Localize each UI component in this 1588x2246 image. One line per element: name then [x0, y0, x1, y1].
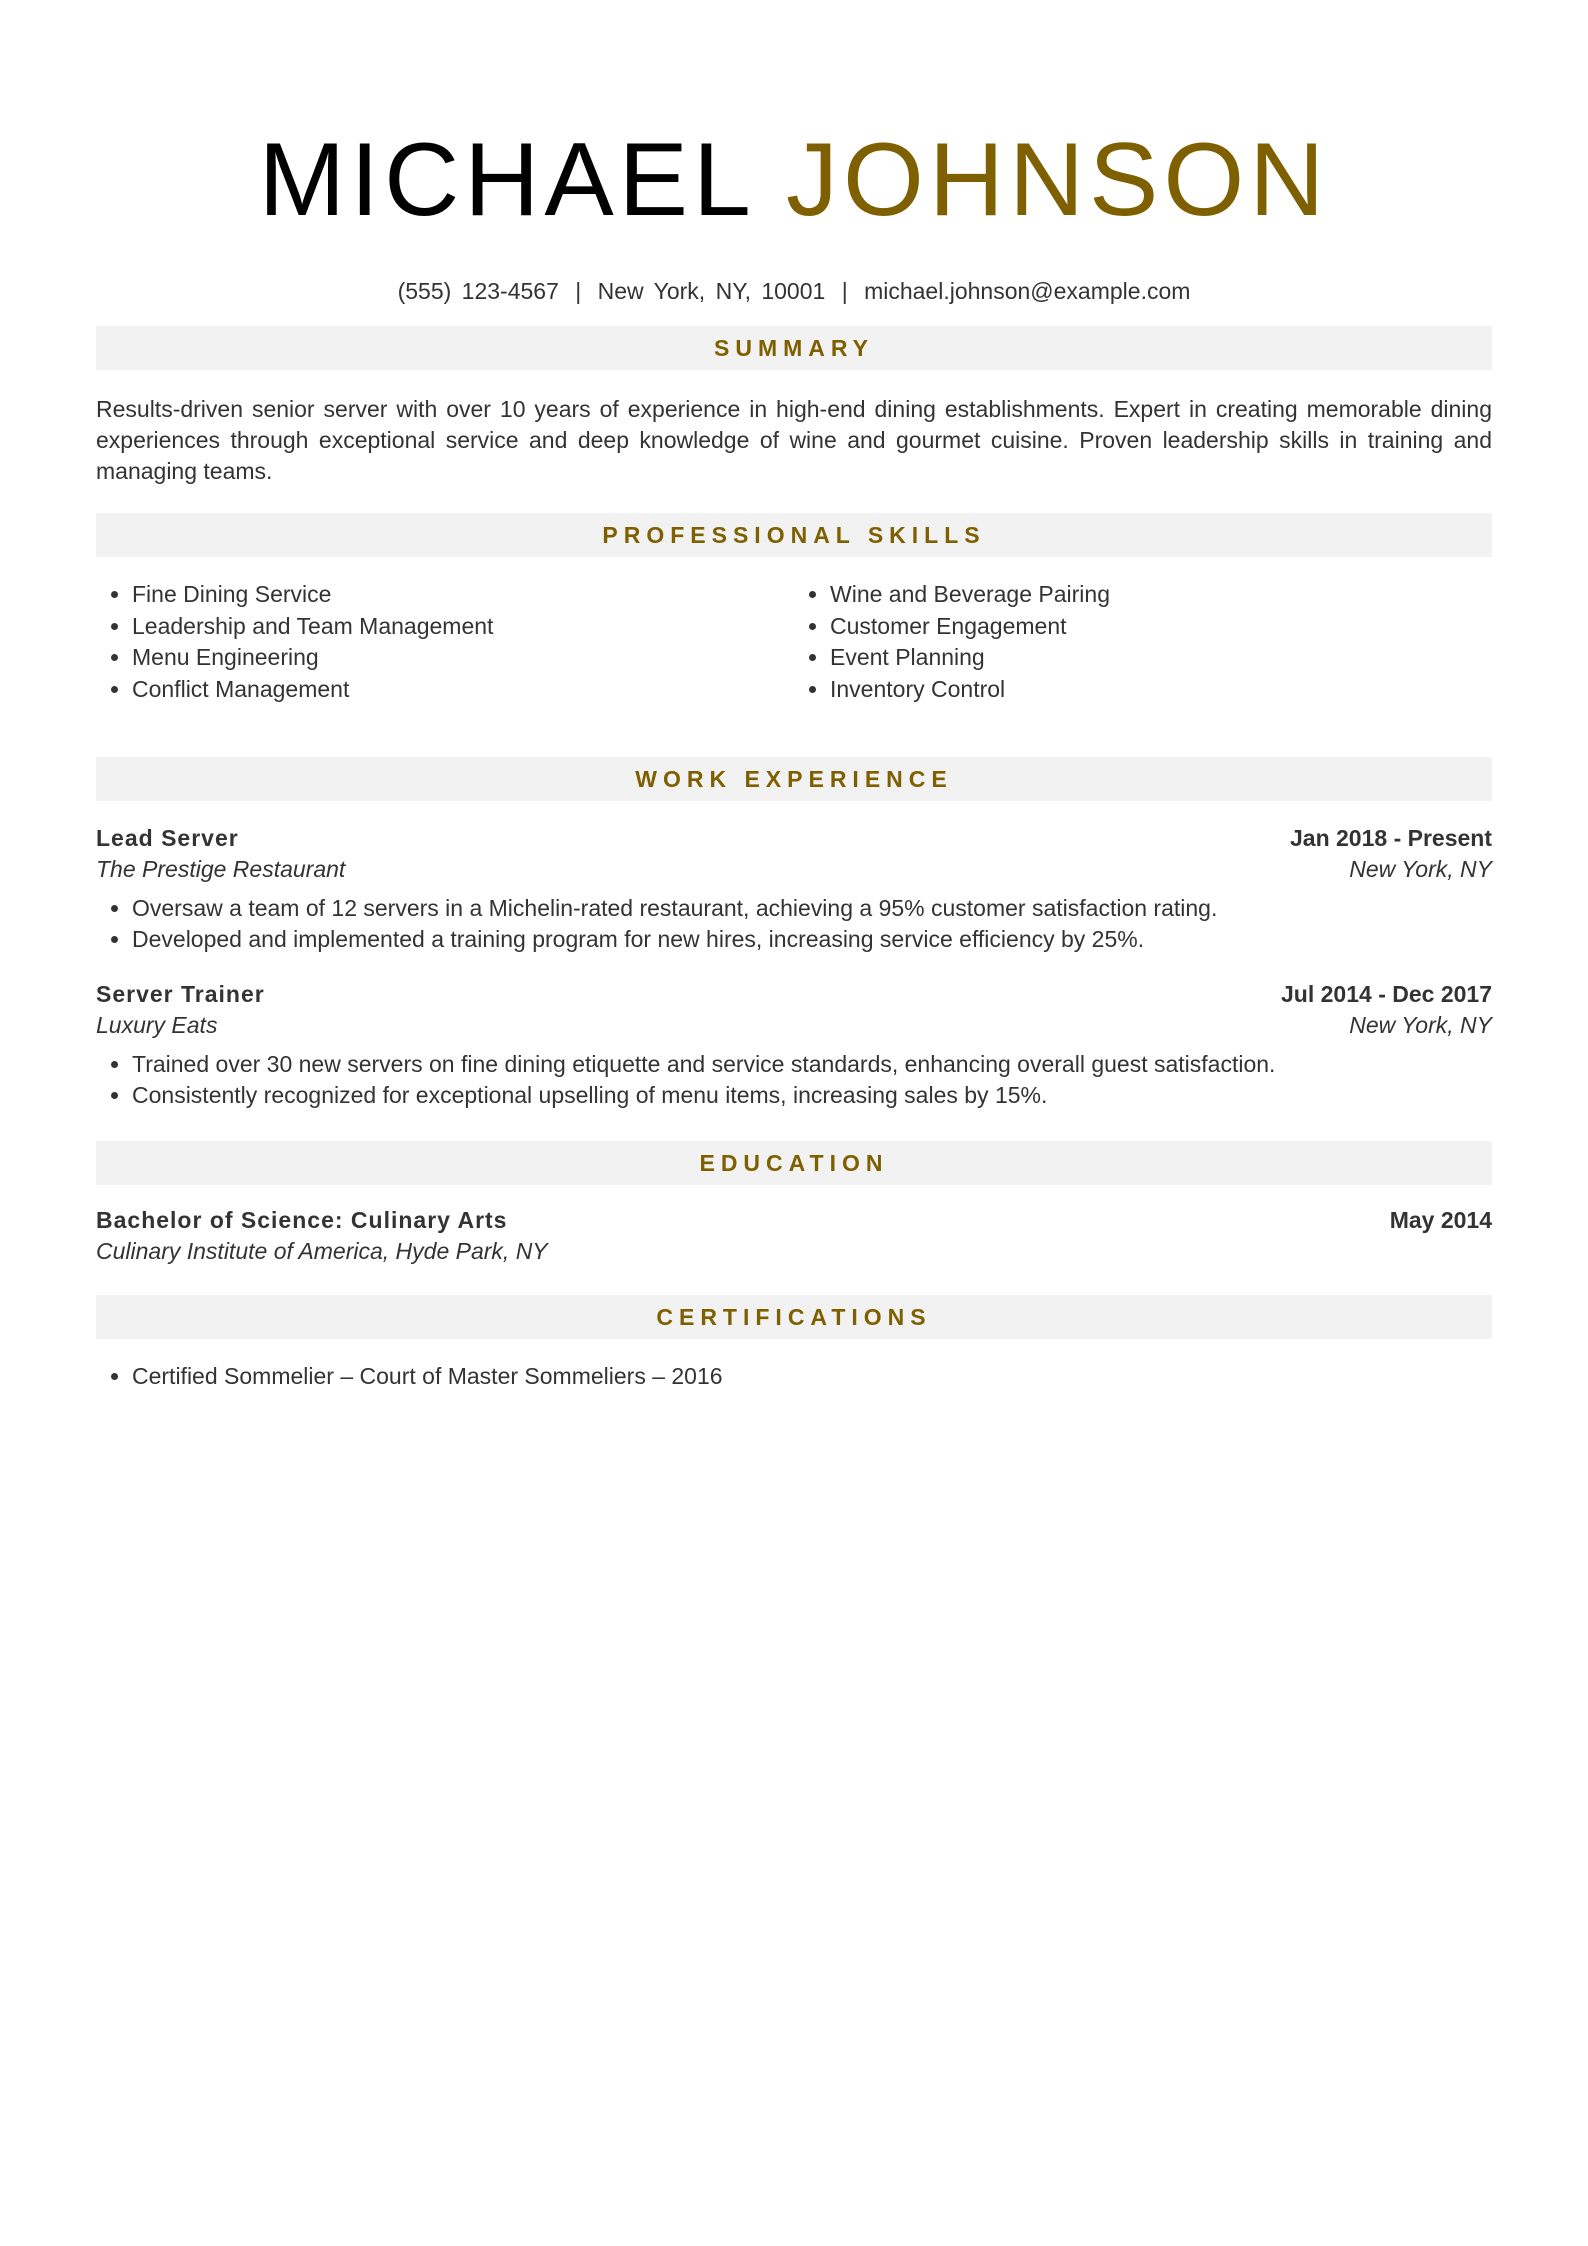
job-header	[96, 823, 1492, 854]
contact-separator: |	[841, 278, 848, 304]
first-name: MICHAEL	[258, 122, 753, 238]
education-school: Culinary Institute of America, Hyde Park, NY	[96, 1238, 548, 1264]
job-company: The Prestige Restaurant	[96, 856, 346, 882]
job-company: Luxury Eats	[96, 1012, 218, 1038]
last-name: JOHNSON	[785, 122, 1330, 238]
summary-text: Results-driven senior server with over 10 years of experience in high-end dining establishments. Expert in creating memorable dining experiences through exceptional service and deep knowledge of wine and gourmet cuisine. Proven leadership skills in training and managing teams.	[96, 396, 1492, 484]
education-subheader	[96, 1236, 1492, 1267]
skill-item: • Leadership and Team Management	[132, 611, 794, 643]
job-bullet: • Developed and implemented a training program for new hires, increasing service efficiency by 25%.	[132, 924, 1492, 955]
job-dates: Jan 2018 - Present	[1289, 825, 1492, 851]
skill-item: • Menu Engineering	[132, 642, 794, 674]
skills-column-right	[794, 579, 1492, 705]
job-entry	[96, 823, 1492, 955]
skills-heading: PROFESSIONAL SKILLS	[96, 513, 1492, 557]
skill-item: • Event Planning	[830, 642, 1492, 674]
skill-item: • Wine and Beverage Pairing	[830, 579, 1492, 611]
job-bullet: • Consistently recognized for exceptional upselling of menu items, increasing sales by 15%.	[132, 1080, 1492, 1111]
job-bullet: • Trained over 30 new servers on fine dining etiquette and service standards, enhancing overall guest satisfaction.	[132, 1049, 1492, 1080]
job-location: New York, NY	[1349, 1012, 1492, 1038]
skill-item: • Inventory Control	[830, 674, 1492, 706]
certifications-heading: CERTIFICATIONS	[96, 1295, 1492, 1339]
education-header	[96, 1205, 1492, 1236]
education-heading: EDUCATION	[96, 1141, 1492, 1185]
job-subheader	[96, 1010, 1492, 1041]
job-bullets	[96, 893, 1492, 955]
skills-column-left	[96, 579, 794, 705]
candidate-name	[96, 0, 1492, 236]
skills-list	[96, 579, 1492, 705]
job-bullet: • Oversaw a team of 12 servers in a Michelin-rated restaurant, achieving a 95% customer satisfaction rating.	[132, 893, 1492, 924]
skill-item: • Customer Engagement	[830, 611, 1492, 643]
certification-item: • Certified Sommelier – Court of Master Sommeliers – 2016	[132, 1361, 1492, 1392]
job-title: Lead Server	[96, 825, 239, 851]
contact-line	[96, 276, 1492, 306]
skill-item: • Conflict Management	[132, 674, 794, 706]
certifications-list	[96, 1361, 1492, 1392]
skill-item: • Fine Dining Service	[132, 579, 794, 611]
contact-phone: (555) 123-4567	[397, 278, 559, 304]
summary-heading: SUMMARY	[96, 326, 1492, 370]
education-date: May 2014	[1389, 1207, 1492, 1233]
education-degree: Bachelor of Science: Culinary Arts	[96, 1207, 508, 1233]
contact-email[interactable]: michael.johnson@example.com	[864, 278, 1191, 304]
job-location: New York, NY	[1349, 856, 1492, 882]
job-title: Server Trainer	[96, 981, 265, 1007]
experience-heading: WORK EXPERIENCE	[96, 757, 1492, 801]
contact-separator: |	[575, 278, 582, 304]
job-dates: Jul 2014 - Dec 2017	[1281, 981, 1492, 1007]
education-entry	[96, 1205, 1492, 1267]
job-header	[96, 979, 1492, 1010]
job-subheader	[96, 854, 1492, 885]
job-entry	[96, 979, 1492, 1111]
contact-address: New York, NY, 10001	[597, 278, 826, 304]
job-bullets	[96, 1049, 1492, 1111]
